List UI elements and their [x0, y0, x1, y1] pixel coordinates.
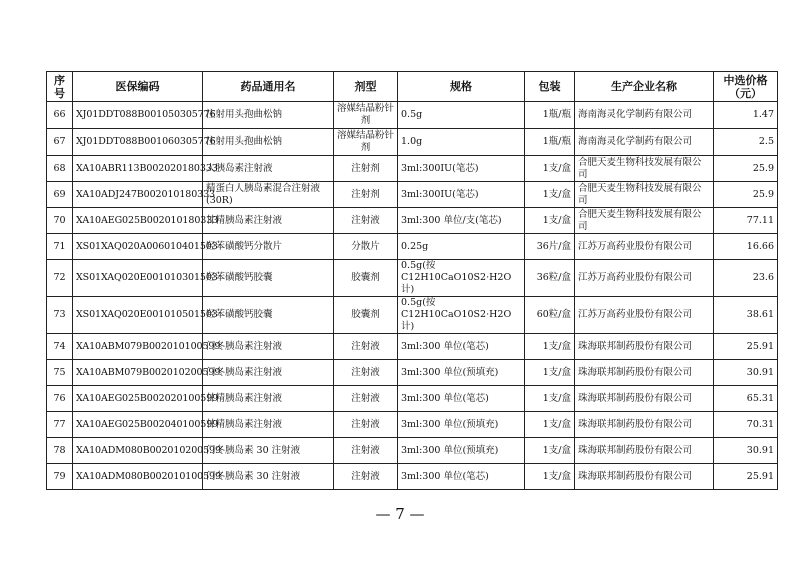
cell-code: XA10ADM080B002010200599 — [73, 438, 203, 464]
cell-name: 精蛋白人胰岛素混合注射液(30R) — [203, 182, 334, 208]
cell-seq: 79 — [47, 464, 73, 490]
table-body — [47, 102, 778, 490]
cell-maker: 江苏万高药业股份有限公司 — [575, 297, 714, 334]
cell-seq: 73 — [47, 297, 73, 334]
cell-code: XA10ADM080B002010100599 — [73, 464, 203, 490]
cell-name: 羟苯磺酸钙胶囊 — [203, 260, 334, 297]
cell-code: XJ01DDT088B001060305776 — [73, 129, 203, 156]
cell-spec: 3ml:300 单位/支(笔芯) — [398, 208, 525, 234]
cell-seq: 69 — [47, 182, 73, 208]
cell-maker: 合肥天麦生物科技发展有限公司 — [575, 208, 714, 234]
cell-price: 25.9 — [714, 156, 778, 182]
cell-code: XS01XAQ020E001010501503 — [73, 297, 203, 334]
cell-code: XA10ABM079B002010200599 — [73, 360, 203, 386]
cell-code: XA10AEG025B002020100599 — [73, 386, 203, 412]
cell-form: 注射液 — [334, 360, 398, 386]
cell-maker: 珠海联邦制药股份有限公司 — [575, 334, 714, 360]
cell-spec: 0.25g — [398, 234, 525, 260]
cell-name: 甘精胰岛素注射液 — [203, 412, 334, 438]
header-form: 剂型 — [334, 72, 398, 102]
cell-spec: 3ml:300 单位(笔芯) — [398, 464, 525, 490]
cell-name: 羟苯磺酸钙分散片 — [203, 234, 334, 260]
cell-pack: 1支/盒 — [525, 156, 575, 182]
cell-seq: 78 — [47, 438, 73, 464]
cell-seq: 67 — [47, 129, 73, 156]
table-row — [47, 386, 778, 412]
cell-spec: 0.5g — [398, 102, 525, 129]
cell-code: XA10AEG025B002010180333 — [73, 208, 203, 234]
cell-pack: 1支/盒 — [525, 208, 575, 234]
cell-spec: 1.0g — [398, 129, 525, 156]
cell-pack: 1支/盒 — [525, 464, 575, 490]
cell-form: 胶囊剂 — [334, 297, 398, 334]
cell-pack: 60粒/盒 — [525, 297, 575, 334]
cell-pack: 1瓶/瓶 — [525, 102, 575, 129]
cell-price: 65.31 — [714, 386, 778, 412]
cell-maker: 江苏万高药业股份有限公司 — [575, 234, 714, 260]
cell-name: 注射用头孢曲松钠 — [203, 102, 334, 129]
cell-form: 胶囊剂 — [334, 260, 398, 297]
table-row — [47, 182, 778, 208]
header-maker: 生产企业名称 — [575, 72, 714, 102]
cell-name: 门冬胰岛素 30 注射液 — [203, 464, 334, 490]
header-pack: 包装 — [525, 72, 575, 102]
cell-spec: 3ml:300IU(笔芯) — [398, 182, 525, 208]
cell-form: 溶媒结晶粉针剂 — [334, 102, 398, 129]
table-row — [47, 208, 778, 234]
table-row — [47, 438, 778, 464]
cell-form: 溶媒结晶粉针剂 — [334, 129, 398, 156]
cell-spec: 3ml:300 单位(预填充) — [398, 412, 525, 438]
table-header-row — [47, 72, 778, 102]
cell-name: 门冬胰岛素 30 注射液 — [203, 438, 334, 464]
cell-seq: 71 — [47, 234, 73, 260]
cell-name: 门冬胰岛素注射液 — [203, 360, 334, 386]
header-price: 中选价格（元） — [714, 72, 778, 102]
cell-form: 注射剂 — [334, 156, 398, 182]
cell-form: 注射液 — [334, 208, 398, 234]
cell-maker: 珠海联邦制药股份有限公司 — [575, 464, 714, 490]
cell-pack: 1支/盒 — [525, 386, 575, 412]
cell-maker: 珠海联邦制药股份有限公司 — [575, 386, 714, 412]
cell-spec: 3ml:300 单位(笔芯) — [398, 386, 525, 412]
cell-maker: 珠海联邦制药股份有限公司 — [575, 438, 714, 464]
cell-price: 77.11 — [714, 208, 778, 234]
cell-price: 38.61 — [714, 297, 778, 334]
table-row — [47, 129, 778, 156]
cell-pack: 36片/盒 — [525, 234, 575, 260]
cell-price: 25.91 — [714, 464, 778, 490]
table-row — [47, 260, 778, 297]
cell-form: 注射液 — [334, 386, 398, 412]
cell-form: 注射剂 — [334, 182, 398, 208]
cell-price: 16.66 — [714, 234, 778, 260]
header-name: 药品通用名 — [203, 72, 334, 102]
cell-pack: 1支/盒 — [525, 412, 575, 438]
cell-maker: 江苏万高药业股份有限公司 — [575, 260, 714, 297]
header-spec: 规格 — [398, 72, 525, 102]
table-row — [47, 412, 778, 438]
cell-price: 2.5 — [714, 129, 778, 156]
table-row — [47, 360, 778, 386]
cell-name: 羟苯磺酸钙胶囊 — [203, 297, 334, 334]
cell-pack: 1支/盒 — [525, 334, 575, 360]
header-seq: 序号 — [47, 72, 73, 102]
cell-code: XA10AEG025B002040100599 — [73, 412, 203, 438]
cell-price: 1.47 — [714, 102, 778, 129]
cell-seq: 70 — [47, 208, 73, 234]
cell-spec: 0.5g(按 C12H10CaO10S2·H2O计) — [398, 260, 525, 297]
table-row — [47, 102, 778, 129]
cell-name: 甘精胰岛素注射液 — [203, 386, 334, 412]
table-row — [47, 234, 778, 260]
cell-seq: 75 — [47, 360, 73, 386]
cell-code: XS01XAQ020A006010401503 — [73, 234, 203, 260]
cell-seq: 76 — [47, 386, 73, 412]
cell-price: 30.91 — [714, 438, 778, 464]
header-code: 医保编码 — [73, 72, 203, 102]
cell-form: 分散片 — [334, 234, 398, 260]
table-row — [47, 297, 778, 334]
cell-spec: 3ml:300 单位(预填充) — [398, 438, 525, 464]
page-number: — 7 — — [375, 505, 425, 523]
cell-seq: 66 — [47, 102, 73, 129]
cell-seq: 72 — [47, 260, 73, 297]
cell-form: 注射液 — [334, 464, 398, 490]
cell-price: 23.6 — [714, 260, 778, 297]
cell-maker: 海南海灵化学制药有限公司 — [575, 129, 714, 156]
cell-code: XS01XAQ020E001010301503 — [73, 260, 203, 297]
cell-code: XJ01DDT088B001050305776 — [73, 102, 203, 129]
cell-name: 门冬胰岛素注射液 — [203, 334, 334, 360]
cell-code: XA10ADJ247B002010180333 — [73, 182, 203, 208]
cell-form: 注射液 — [334, 412, 398, 438]
cell-name: 人胰岛素注射液 — [203, 156, 334, 182]
cell-maker: 珠海联邦制药股份有限公司 — [575, 412, 714, 438]
cell-name: 甘精胰岛素注射液 — [203, 208, 334, 234]
cell-form: 注射液 — [334, 334, 398, 360]
cell-price: 70.31 — [714, 412, 778, 438]
cell-spec: 3ml:300 单位(预填充) — [398, 360, 525, 386]
table-row — [47, 464, 778, 490]
cell-pack: 1支/盒 — [525, 438, 575, 464]
cell-pack: 36粒/盒 — [525, 260, 575, 297]
cell-maker: 海南海灵化学制药有限公司 — [575, 102, 714, 129]
cell-spec: 0.5g(按 C12H10CaO10S2·H2O计) — [398, 297, 525, 334]
cell-pack: 1支/盒 — [525, 182, 575, 208]
cell-maker: 珠海联邦制药股份有限公司 — [575, 360, 714, 386]
cell-seq: 74 — [47, 334, 73, 360]
cell-maker: 合肥天麦生物科技发展有限公司 — [575, 182, 714, 208]
cell-spec: 3ml:300 单位(笔芯) — [398, 334, 525, 360]
cell-maker: 合肥天麦生物科技发展有限公司 — [575, 156, 714, 182]
drug-price-table — [46, 71, 778, 490]
cell-name: 注射用头孢曲松钠 — [203, 129, 334, 156]
cell-price: 25.9 — [714, 182, 778, 208]
cell-spec: 3ml:300IU(笔芯) — [398, 156, 525, 182]
cell-price: 30.91 — [714, 360, 778, 386]
table-row — [47, 334, 778, 360]
cell-pack: 1支/盒 — [525, 360, 575, 386]
cell-pack: 1瓶/瓶 — [525, 129, 575, 156]
cell-code: XA10ABM079B002010100599 — [73, 334, 203, 360]
cell-form: 注射液 — [334, 438, 398, 464]
cell-code: XA10ABR113B002020180333 — [73, 156, 203, 182]
cell-price: 25.91 — [714, 334, 778, 360]
cell-seq: 77 — [47, 412, 73, 438]
table-row — [47, 156, 778, 182]
cell-seq: 68 — [47, 156, 73, 182]
